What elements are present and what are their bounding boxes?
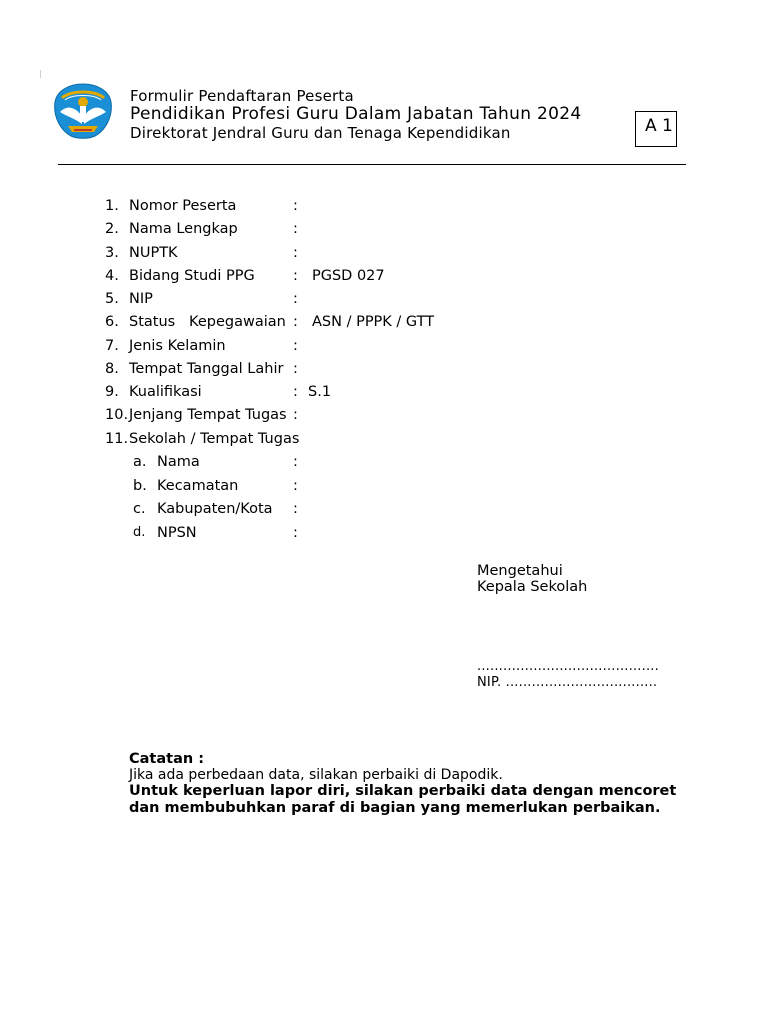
field-colon: : (293, 268, 298, 284)
subfield-letter: c. (133, 501, 146, 517)
field-row-nama-lengkap (0, 220, 768, 238)
field-colon: : (293, 198, 298, 214)
subfield-row-nama (0, 453, 768, 471)
field-number: 11. (105, 431, 129, 447)
field-label: NUPTK (129, 245, 178, 261)
field-number: 1. (105, 198, 119, 214)
field-value[interactable]: S.1 (308, 384, 332, 400)
field-row-nuptk (0, 244, 768, 262)
field-value[interactable]: PGSD 027 (312, 268, 385, 284)
subfield-row-npsn (0, 524, 768, 542)
field-value[interactable]: ASN / PPPK / GTT (312, 314, 435, 330)
subfield-label: Kecamatan (157, 478, 239, 494)
field-row-sekolah-tempat-tugas (0, 430, 768, 448)
field-label: Sekolah / Tempat Tugas (129, 431, 300, 447)
tut-wuri-handayani-logo-icon (52, 82, 114, 140)
field-row-status-kepegawaian (0, 313, 768, 331)
subfield-row-kabupaten-kota (0, 500, 768, 518)
field-label: Tempat Tanggal Lahir (129, 361, 284, 377)
notes-title: Catatan : (129, 751, 205, 767)
subfield-letter: b. (133, 478, 147, 494)
field-colon: : (293, 338, 298, 354)
subfield-letter: d. (133, 525, 146, 540)
subfield-label: Nama (157, 454, 200, 470)
field-row-nip (0, 290, 768, 308)
field-number: 2. (105, 221, 119, 237)
field-colon: : (293, 314, 298, 330)
directorate-title: Direktorat Jendral Guru dan Tenaga Kependidikan (130, 124, 511, 142)
field-label: Status Kepegawaian (129, 314, 286, 330)
signature-role: Kepala Sekolah (477, 579, 588, 595)
field-colon: : (293, 221, 298, 237)
field-colon: : (293, 291, 298, 307)
field-colon: : (293, 245, 298, 261)
field-number: 3. (105, 245, 119, 261)
form-code-box (635, 111, 677, 147)
field-number: 4. (105, 268, 119, 284)
field-row-bidang-studi (0, 267, 768, 285)
subfield-label: Kabupaten/Kota (157, 501, 273, 517)
field-label: NIP (129, 291, 153, 307)
signature-nip-line: NIP. ................................... (477, 675, 658, 690)
header-divider (58, 164, 686, 165)
form-title: Formulir Pendaftaran Peserta (130, 87, 354, 105)
field-colon: : (293, 384, 298, 400)
field-colon: : (293, 454, 298, 470)
field-number: 7. (105, 338, 119, 354)
field-label: Jenjang Tempat Tugas (129, 407, 287, 423)
field-number: 8. (105, 361, 119, 377)
field-label: Nomor Peserta (129, 198, 237, 214)
field-label: Nama Lengkap (129, 221, 238, 237)
signature-name-line: .......................................... (477, 659, 659, 674)
field-label: Bidang Studi PPG (129, 268, 255, 284)
field-row-tempat-tanggal-lahir (0, 360, 768, 378)
field-label: Jenis Kelamin (129, 338, 226, 354)
margin-mark (40, 70, 41, 78)
notes-line-1: Jika ada perbedaan data, silakan perbaiki di Dapodik. (129, 767, 503, 783)
field-number: 6. (105, 314, 119, 330)
signature-acknowledged: Mengetahui (477, 563, 563, 579)
field-colon: : (293, 501, 298, 517)
field-row-kualifikasi (0, 383, 768, 401)
field-row-jenis-kelamin (0, 337, 768, 355)
subfield-label: NPSN (157, 525, 197, 541)
notes-line-3: dan membubuhkan paraf di bagian yang memerlukan perbaikan. (129, 800, 661, 816)
form-code: A 1 (645, 116, 673, 136)
field-colon: : (293, 525, 298, 541)
field-label: Kualifikasi (129, 384, 202, 400)
field-row-jenjang-tempat-tugas (0, 406, 768, 424)
field-number: 10. (105, 407, 129, 423)
subfield-letter: a. (133, 454, 147, 470)
field-colon: : (293, 407, 298, 423)
field-colon: : (293, 361, 298, 377)
field-row-nomor-peserta (0, 197, 768, 215)
program-title: Pendidikan Profesi Guru Dalam Jabatan Tahun 2024 (130, 104, 582, 124)
notes-line-2: Untuk keperluan lapor diri, silakan perbaiki data dengan mencoret (129, 783, 677, 799)
field-number: 5. (105, 291, 119, 307)
subfield-row-kecamatan (0, 477, 768, 495)
field-number: 9. (105, 384, 119, 400)
field-colon: : (293, 478, 298, 494)
